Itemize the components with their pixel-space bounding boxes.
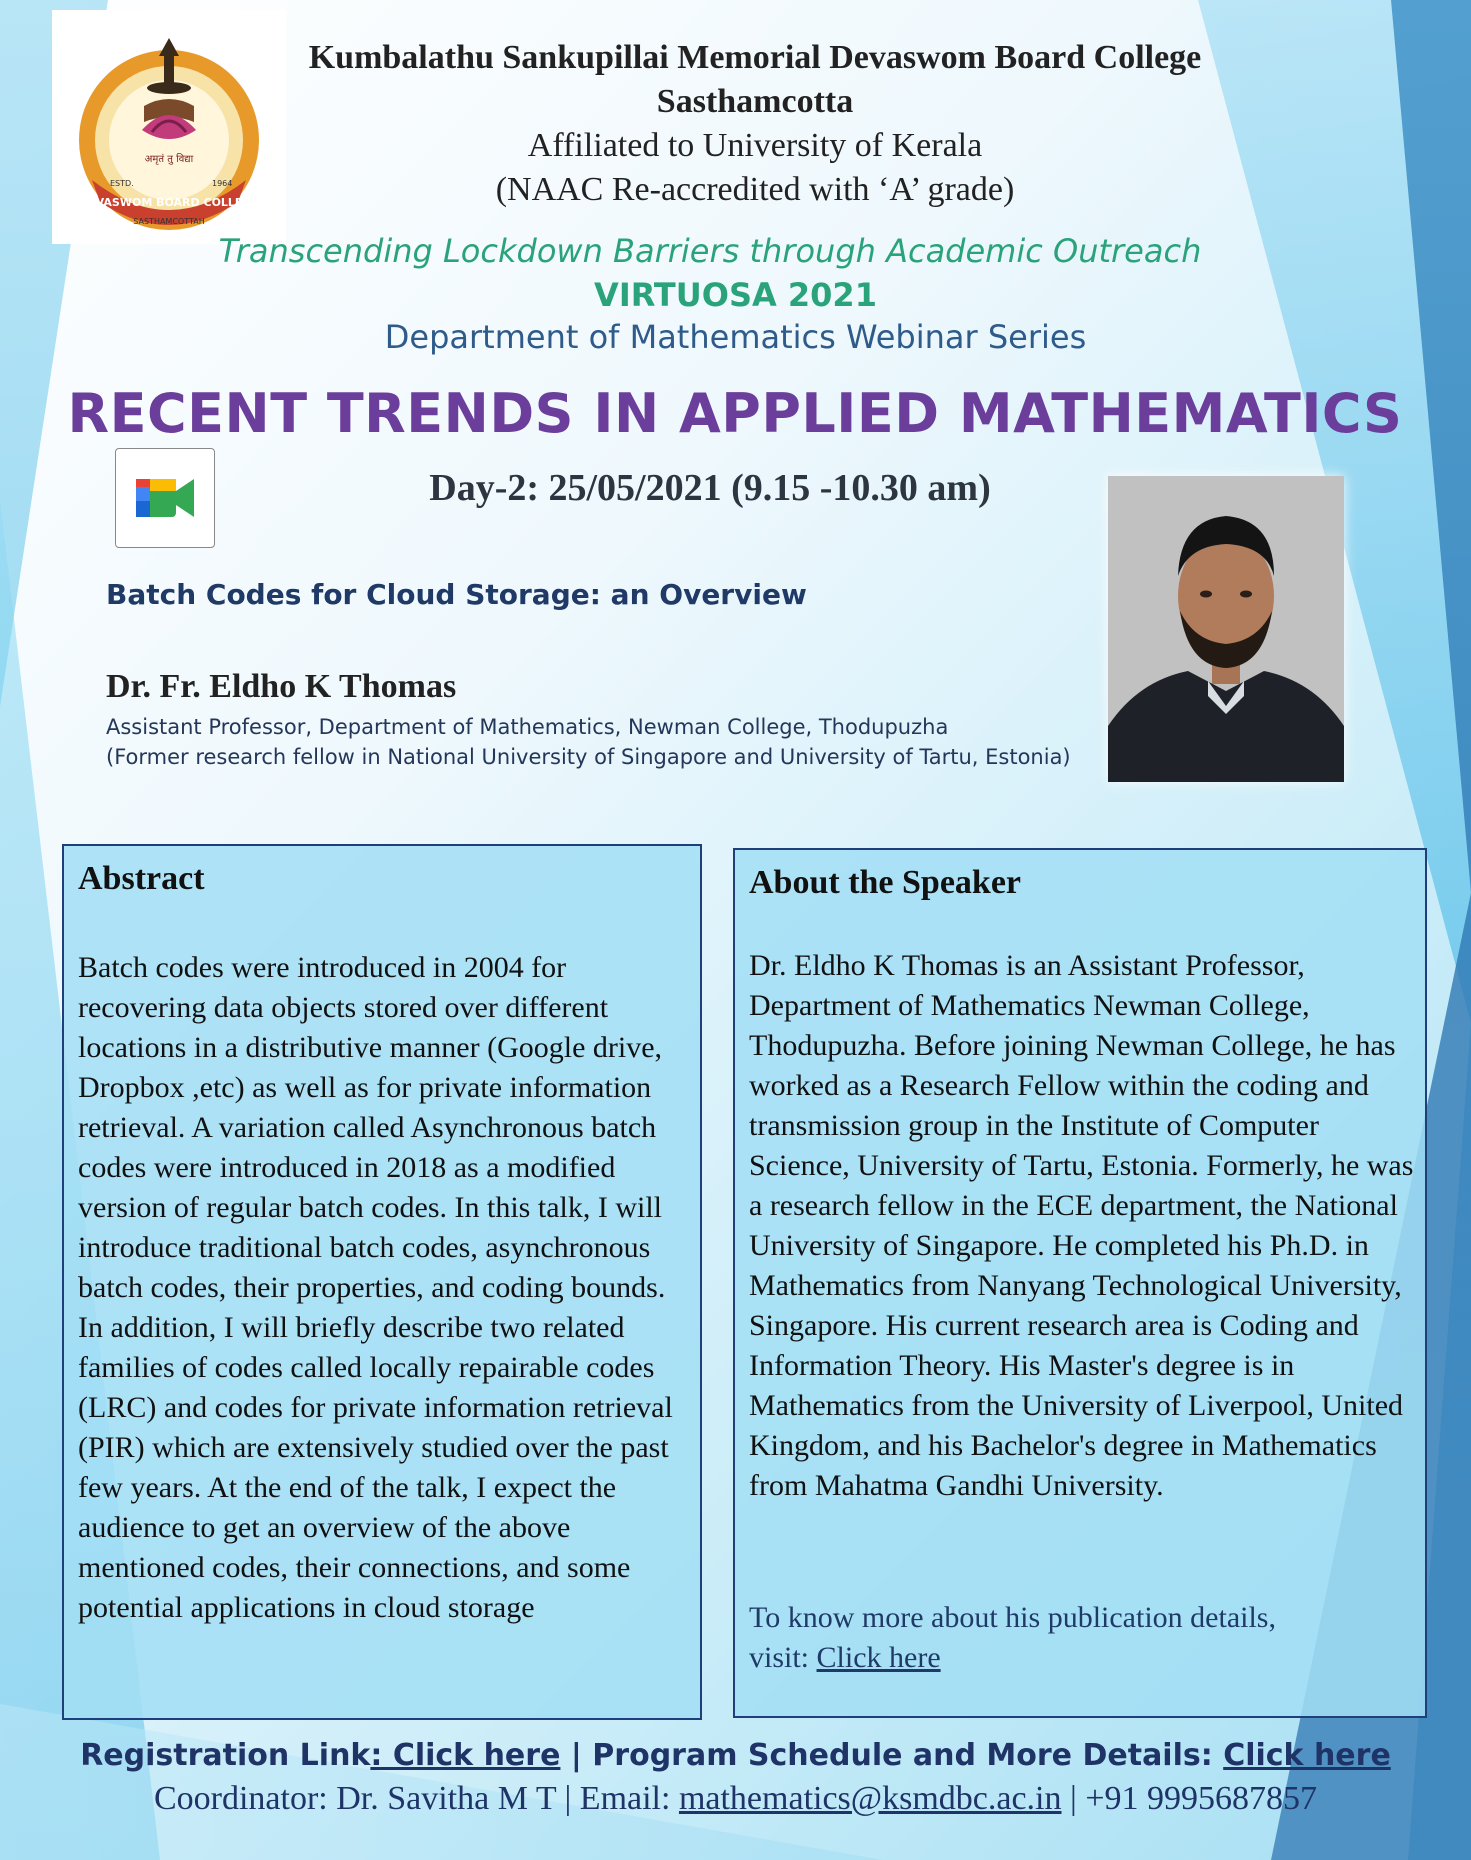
college-accreditation: (NAAC Re-accredited with ‘A’ grade) — [495, 171, 1015, 208]
logo-year-text: 1964 — [212, 179, 233, 188]
college-name-line1: Kumbalathu Sankupillai Memorial Devaswom Board College — [308, 39, 1202, 76]
abstract-heading: Abstract — [78, 860, 205, 897]
phone-separator: | — [1061, 1780, 1086, 1817]
logo-place-text: SASTHAMCOTTAH — [133, 217, 205, 226]
event-date-time: Day-2: 25/05/2021 (9.15 -10.30 am) — [429, 467, 991, 509]
college-header — [230, 36, 1280, 212]
page-title: RECENT TRENDS IN APPLIED MATHEMATICS — [67, 382, 1403, 445]
coordinator-phone: +91 9995687857 — [1085, 1780, 1317, 1817]
college-name-line2: Sasthamcotta — [656, 83, 854, 120]
speaker-photo — [1108, 476, 1344, 782]
publication-details-prefix: To know more about his publication details, — [749, 1601, 1276, 1634]
publication-details-link[interactable]: Click here — [816, 1641, 941, 1674]
speaker-affiliation-line1: Assistant Professor, Department of Mathematics, Newman College, Thodupuzha — [106, 715, 949, 739]
coordinator-email-link[interactable]: mathematics@ksmdbc.ac.in — [678, 1780, 1062, 1817]
registration-label: Registration Link — [80, 1738, 371, 1773]
about-speaker-text: Dr. Eldho K Thomas is an Assistant Professor, Department of Mathematics Newman College, Thodupuzha. Before joining Newman College, he has worked as a Research Fellow within the coding and transmission group in the Institute of Computer Science, University of Tartu, Estonia. Formerly, he was a research fellow in the ECE department, the National University of Singapore. He completed his Ph.D. in Mathematics from Nanyang Technological University, Singapore. His current research area is Coding and Information Theory. His Master's degree is in Mathematics from the University of Liverpool, United Kingdom, and his Bachelor's degree in Mathematics from Mahatma Gandhi University. — [749, 949, 1414, 1502]
schedule-label: Program Schedule and More Details: — [592, 1738, 1224, 1773]
coordinator-label: Coordinator: Dr. Savitha M T | Email: — [153, 1780, 679, 1817]
registration-link[interactable]: : Click here — [370, 1738, 561, 1773]
about-speaker-heading: About the Speaker — [749, 864, 1022, 901]
coordinator-line — [0, 1780, 1471, 1818]
footer-separator: | — [560, 1738, 593, 1773]
speaker-affiliation — [106, 712, 1076, 772]
abstract-panel — [62, 844, 702, 1720]
publication-details — [749, 1598, 1415, 1678]
logo-estd-text: ESTD. — [110, 179, 134, 188]
program-name: VIRTUOSA 2021 — [594, 276, 877, 314]
logo-banner-text: DEVASWOM BOARD COLLEGE — [79, 196, 259, 209]
about-speaker-panel — [733, 848, 1427, 1718]
google-meet-icon[interactable] — [115, 448, 215, 548]
webinar-series: Department of Mathematics Webinar Series — [384, 318, 1087, 356]
talk-title: Batch Codes for Cloud Storage: an Overview — [106, 578, 807, 611]
speaker-name: Dr. Fr. Eldho K Thomas — [106, 668, 457, 705]
speaker-portrait-icon — [1108, 476, 1344, 782]
college-affiliation: Affiliated to University of Kerala — [527, 127, 983, 164]
svg-text:अमृतं तु विद्या: अमृतं तु विद्या — [144, 154, 194, 165]
event-tagline: Transcending Lockdown Barriers through Academic Outreach — [218, 232, 1202, 270]
registration-line — [0, 1738, 1471, 1773]
schedule-link[interactable]: Click here — [1223, 1738, 1391, 1773]
abstract-text: Batch codes were introduced in 2004 for recovering data objects stored over different locations in a distributive manner (Google drive, Dropbox ,etc) as well as for private information retrieval. A variation called Asynchronous batch codes were introduced in 2018 as a modified version of regular batch codes. In this talk, I will introduce traditional batch codes, asynchronous batch codes, their properties, and coding bounds. In addition, I will briefly describe two related families of codes called locally repairable codes (LRC) and codes for private information retrieval (PIR) which are extensively studied over the past few years. At the end of the talk, I expect the audience to get an overview of the above mentioned codes, their connections, and some potential applications in cloud storage — [78, 951, 673, 1624]
publication-visit-label: visit: — [749, 1641, 817, 1674]
speaker-affiliation-line2: (Former research fellow in National University of Singapore and University of Tartu, Estonia) — [106, 745, 1071, 769]
